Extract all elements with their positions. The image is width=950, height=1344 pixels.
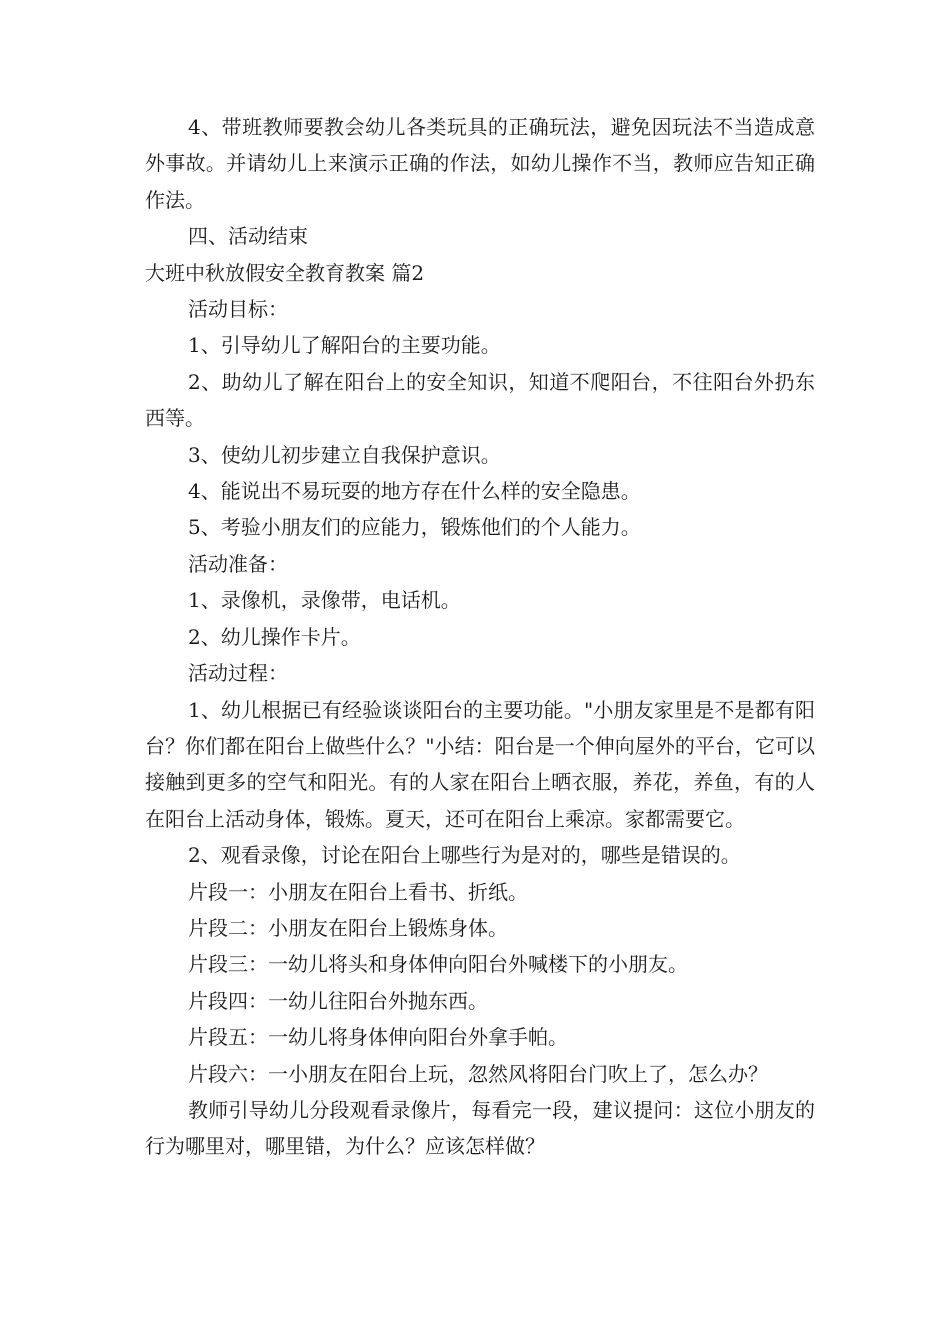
goal-item-3: 3、使幼儿初步建立自我保护意识。 [188,442,501,467]
section-heading-activity-end: 四、活动结束 [188,224,308,249]
section-heading-goals: 活动目标： [188,297,288,322]
goal-item-5: 5、考验小朋友们的应能力，锻炼他们的个人能力。 [188,515,641,540]
clip-item-2: 片段二：小朋友在阳台上锻炼身体。 [188,915,508,940]
paragraph-teacher-guidance: 教师引导幼儿分段观看录像片，每看完一段，建议提问：这位小朋友的行为哪里对，哪里错，为什么？应该怎样做？ [145,1097,815,1159]
goal-item-4: 4、能说出不易玩耍的地方存在什么样的安全隐患。 [188,479,641,504]
goal-item-1: 1、引导幼儿了解阳台的主要功能。 [188,333,501,358]
document-body [145,109,815,1165]
section-heading-process: 活动过程： [188,661,288,686]
process-step-1: 1、幼儿根据已有经验谈谈阳台的主要功能。"小朋友家里是不是都有阳台？你们都在阳台上做些什么？"小结：阳台是一个伸向屋外的平台，它可以接触到更多的空气和阳光。有的人家在阳台上晒衣服，养花，养鱼，有的人在阳台上活动身体，锻炼。夏天，还可在阳台上乘凉。家都需要它。 [145,697,815,831]
paragraph-toy-safety: 4、带班教师要教会幼儿各类玩具的正确玩法，避免因玩法不当造成意外事故。并请幼儿上来演示正确的作法，如幼儿操作不当，教师应告知正确作法。 [145,115,815,212]
goal-item-2: 2、助幼儿了解在阳台上的安全知识，知道不爬阳台，不往阳台外扔东西等。 [145,369,815,431]
clip-item-1: 片段一：小朋友在阳台上看书、折纸。 [188,879,528,904]
clip-item-3: 片段三：一幼儿将头和身体伸向阳台外喊楼下的小朋友。 [188,952,688,977]
process-step-2: 2、观看录像，讨论在阳台上哪些行为是对的，哪些是错误的。 [188,843,741,868]
preparation-item-2: 2、幼儿操作卡片。 [188,624,361,649]
clip-item-6: 片段六：一小朋友在阳台上玩，忽然风将阳台门吹上了，怎么办？ [188,1061,768,1086]
clip-item-5: 片段五：一幼儿将身体伸向阳台外拿手帕。 [188,1025,568,1050]
clip-item-4: 片段四：一幼儿往阳台外抛东西。 [188,988,488,1013]
preparation-item-1: 1、录像机，录像带，电话机。 [188,588,461,613]
section-heading-preparation: 活动准备： [188,551,288,576]
lesson-title: 大班中秋放假安全教育教案 篇2 [145,260,425,285]
